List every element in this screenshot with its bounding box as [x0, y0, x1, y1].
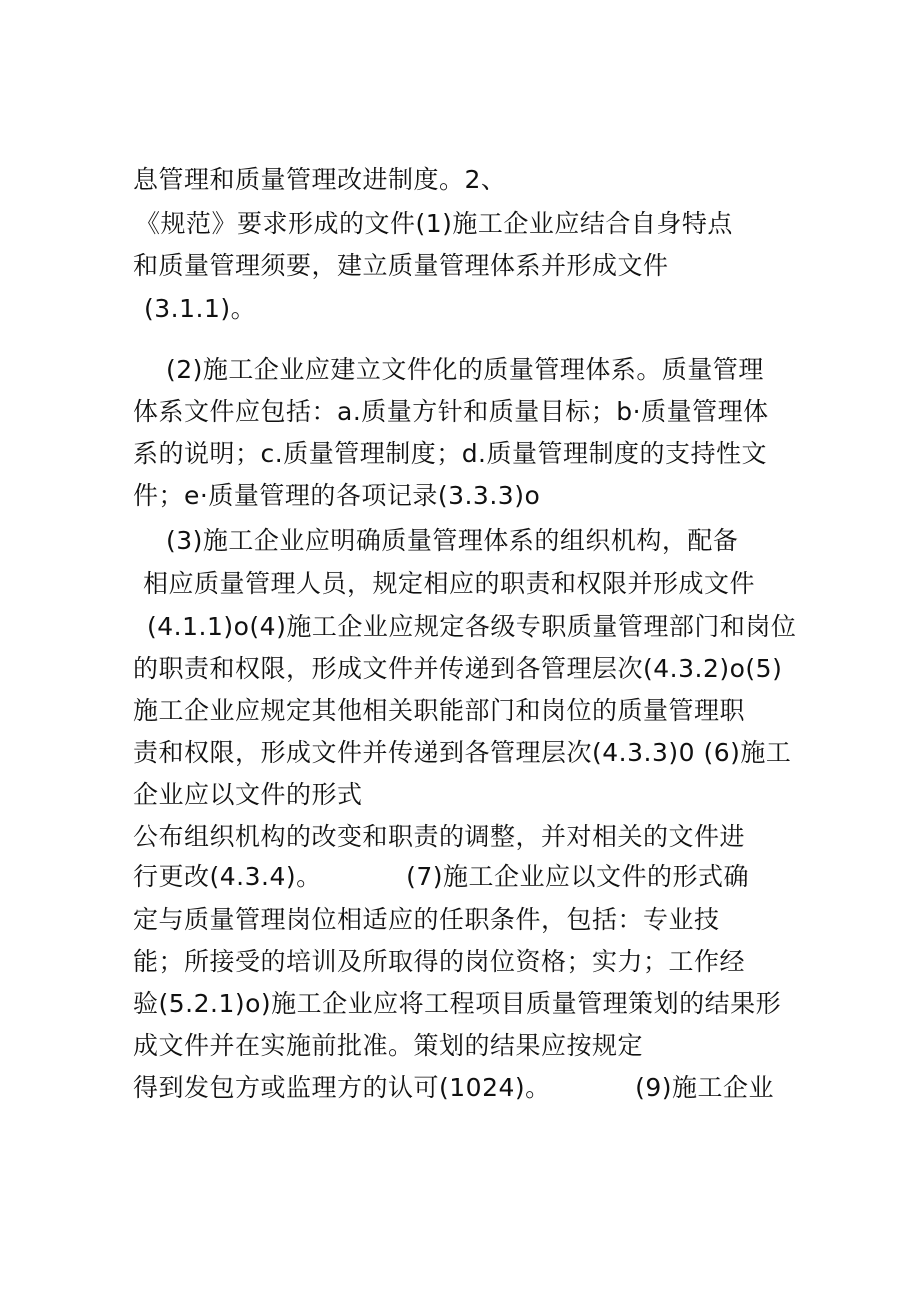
- text-line: 得到发包方或监理方的认可(1024)。 (9)施工企业: [133, 1073, 775, 1102]
- text-line: 公布组织机构的改变和职责的调整，并对相关的文件进: [133, 822, 746, 851]
- text-line: 系的说明；c.质量管理制度；d.质量管理制度的支持性文: [133, 439, 768, 468]
- text-line: 成文件并在实施前批准。策划的结果应按规定: [133, 1031, 644, 1060]
- text-line: (3.1.1)。: [144, 294, 257, 323]
- text-line: 定与质量管理岗位相适应的任职条件，包括：专业技: [133, 905, 720, 934]
- text-line: 责和权限，形成文件并传递到各管理层次(4.3.3)0 (6)施工: [133, 738, 792, 767]
- text-line: 行更改(4.3.4)。 (7)施工企业应以文件的形式确: [133, 862, 749, 891]
- text-line: 《规范》要求形成的文件(1)施工企业应结合自身特点: [135, 209, 733, 238]
- text-line: 企业应以文件的形式: [133, 780, 363, 809]
- text-line: 能；所接受的培训及所取得的岗位资格；实力；工作经: [133, 947, 746, 976]
- text-line: (3)施工企业应明确质量管理体系的组织机构，配备: [166, 526, 739, 555]
- text-line: (4.1.1)o(4)施工企业应规定各级专职质量管理部门和岗位: [147, 612, 797, 641]
- text-line: 体系文件应包括：a.质量方针和质量目标；b·质量管理体: [133, 397, 769, 426]
- text-line: 相应质量管理人员，规定相应的职责和权限并形成文件: [143, 569, 756, 598]
- text-line: 的职责和权限，形成文件并传递到各管理层次(4.3.2)o(5): [133, 654, 783, 683]
- text-line: 件；e·质量管理的各项记录(3.3.3)o: [133, 481, 541, 510]
- text-line: 验(5.2.1)o)施工企业应将工程项目质量管理策划的结果形: [133, 989, 782, 1018]
- text-line: 息管理和质量管理改进制度。2、: [133, 165, 507, 194]
- text-line: 施工企业应规定其他相关职能部门和岗位的质量管理职: [133, 696, 746, 725]
- text-line: (2)施工企业应建立文件化的质量管理体系。质量管理: [166, 355, 764, 384]
- text-line: 和质量管理须要，建立质量管理体系并形成文件: [133, 251, 669, 280]
